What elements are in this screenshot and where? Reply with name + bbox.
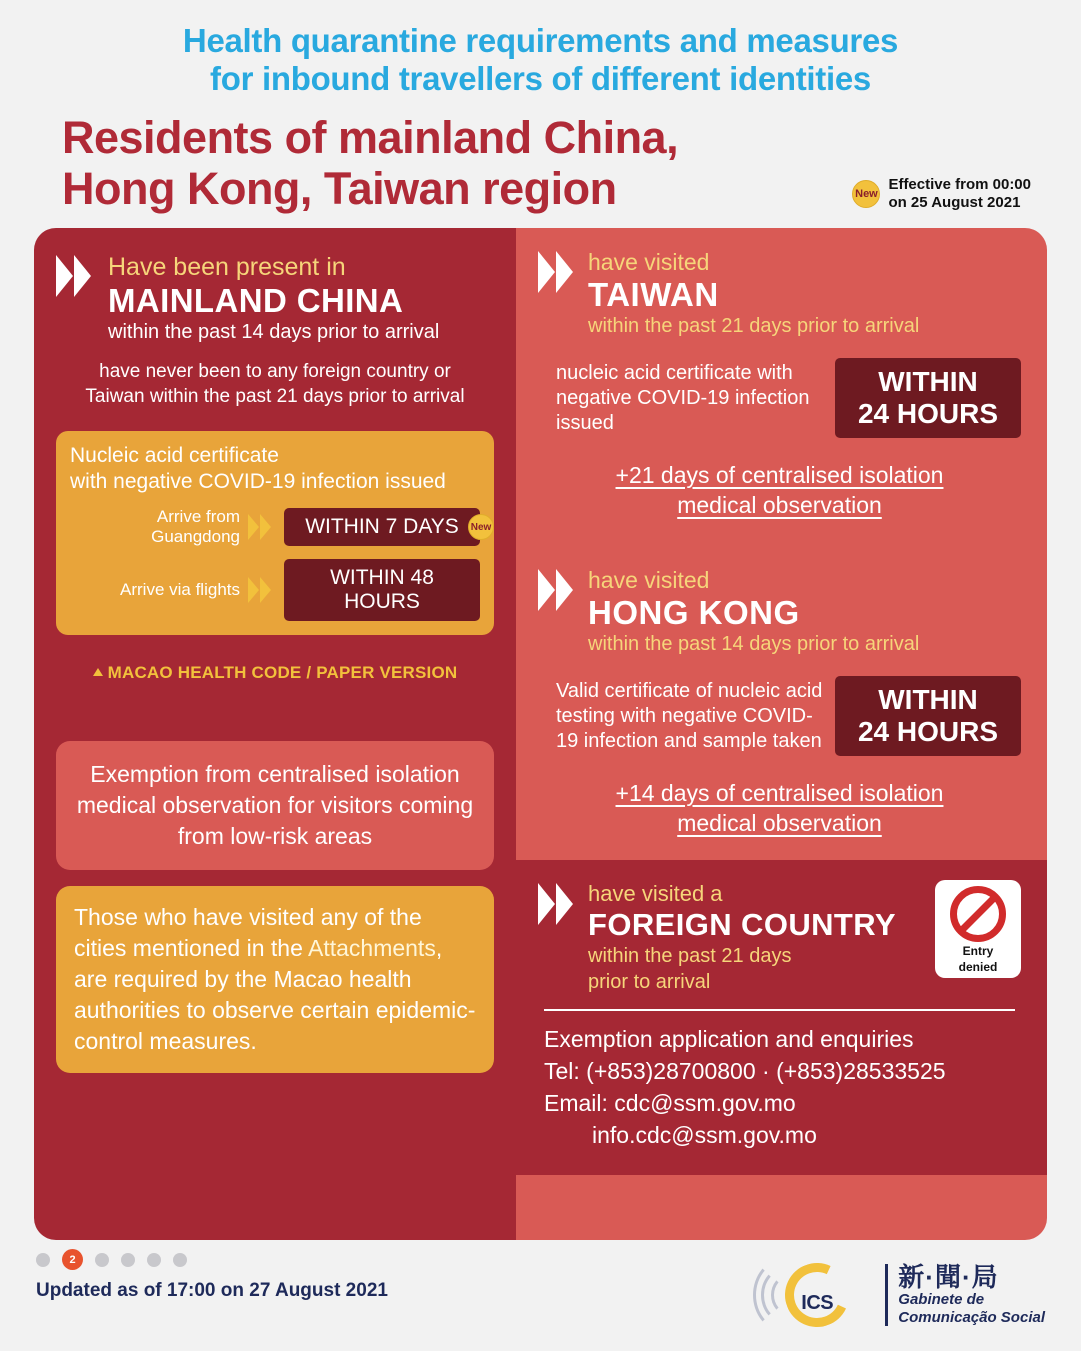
- taiwan-certificate-text: nucleic acid certificate with negative COVID-19 infection issued: [556, 361, 810, 434]
- guangdong-row-value-text: WITHIN 7 DAYS: [305, 515, 459, 538]
- contact-info: [538, 1023, 1021, 1151]
- foreign-country-section: [516, 860, 1047, 1175]
- contact-line1: Exemption application and enquiries: [544, 1026, 914, 1052]
- page-dot[interactable]: [121, 1253, 135, 1267]
- effective-date-line1: Effective from 00:00: [888, 176, 1031, 193]
- hongkong-section: [516, 546, 1047, 838]
- chevron-right-icon: [56, 252, 100, 300]
- foreign-heading-line3: within the past 21 days: [588, 945, 792, 967]
- mainland-subtext-line2: Taiwan within the past 21 days prior to arrival: [85, 386, 465, 407]
- mainland-subtext: [56, 359, 494, 409]
- taiwan-within-box: [835, 358, 1021, 438]
- header-subtitle-line2: for inbound travellers of different identities: [210, 60, 871, 97]
- page-dot[interactable]: [147, 1253, 161, 1267]
- other-regions-panel: [516, 228, 1047, 1240]
- no-entry-icon: [950, 886, 1006, 942]
- chevron-right-icon: [538, 880, 582, 928]
- nucleic-acid-title-line1: Nucleic acid certificate: [70, 444, 279, 467]
- chevron-right-small-icon: [248, 512, 282, 542]
- logo-ics-text: ICS: [801, 1292, 834, 1314]
- mainland-heading-line3: within the past 14 days prior to arrival: [108, 321, 440, 343]
- mainland-china-panel: [34, 228, 516, 1240]
- page-dot-active[interactable]: 2: [62, 1249, 83, 1270]
- attachments-card-highlight: Attachments: [307, 935, 436, 961]
- nucleic-acid-title-line2: with negative COVID-19 infection issued: [70, 470, 446, 493]
- taiwan-heading-line3: within the past 21 days prior to arrival: [588, 315, 920, 337]
- chevron-right-icon: [538, 248, 582, 296]
- divider: [544, 1009, 1015, 1011]
- macao-health-code-note: [56, 663, 494, 683]
- effective-date: [852, 176, 1031, 212]
- macao-health-code-text: MACAO HEALTH CODE / PAPER VERSION: [107, 663, 458, 682]
- taiwan-within-line2: 24 HOURS: [857, 398, 999, 429]
- content-panels: [34, 228, 1047, 1240]
- taiwan-isolation-line2: medical observation: [677, 492, 882, 518]
- foreign-heading-line4: prior to arrival: [588, 971, 711, 993]
- hongkong-within-box: [835, 676, 1021, 756]
- taiwan-isolation-line1: +21 days of centralised isolation: [615, 462, 944, 488]
- hongkong-certificate-row: [538, 676, 1021, 756]
- effective-date-line2: on 25 August 2021: [888, 194, 1021, 211]
- header: [0, 0, 1081, 214]
- logo-divider: [885, 1264, 888, 1326]
- entry-denied-badge: [935, 880, 1021, 978]
- entry-denied-line2: denied: [958, 960, 998, 974]
- guangdong-row: [70, 507, 492, 547]
- footer: [0, 1231, 1081, 1351]
- hongkong-heading: [538, 566, 1021, 658]
- attachments-card: [56, 886, 494, 1073]
- hongkong-heading-line3: within the past 14 days prior to arrival: [588, 633, 920, 655]
- gcs-logo: [757, 1259, 1045, 1331]
- hongkong-certificate-text: Valid certificate of nucleic acid testing with negative COVID-19 infection and sample taken: [556, 679, 823, 752]
- logo-portuguese-line1: Gabinete de: [898, 1291, 985, 1309]
- mainland-subtext-line1: have never been to any foreign country or: [99, 361, 451, 382]
- nucleic-acid-card-title: [70, 443, 480, 495]
- mainland-heading: [56, 252, 494, 345]
- foreign-heading-line1: have visited a: [588, 881, 723, 906]
- hongkong-isolation-line2: medical observation: [677, 810, 882, 836]
- page-title-line2: Hong Kong, Taiwan region: [62, 163, 617, 214]
- flights-row: [70, 559, 480, 621]
- chevron-right-icon: [538, 566, 582, 614]
- hongkong-within-line1: WITHIN: [878, 684, 978, 715]
- nucleic-acid-card: [56, 431, 494, 635]
- hongkong-isolation-line1: +14 days of centralised isolation: [615, 780, 944, 806]
- page-dot[interactable]: [36, 1253, 50, 1267]
- foreign-heading: [538, 880, 1021, 995]
- page-title-line1: Residents of mainland China,: [62, 112, 679, 163]
- attachments-card-post: , are required by the Macao health authorities to observe certain epidemic-control measures.: [74, 935, 476, 1054]
- low-risk-exemption-card: Exemption from centralised isolation medical observation for visitors coming from low-risk areas: [56, 741, 494, 870]
- hongkong-heading-line2: HONG KONG: [588, 594, 800, 631]
- foreign-heading-line2: FOREIGN COUNTRY: [588, 907, 896, 942]
- logo-portuguese-line2: Comunicação Social: [898, 1309, 1045, 1327]
- logo-wordmark: [898, 1263, 1045, 1328]
- contact-line4: info.cdc@ssm.gov.mo: [592, 1122, 817, 1148]
- mainland-heading-line1: Have been present in: [108, 253, 346, 281]
- taiwan-heading: [538, 248, 1021, 340]
- taiwan-heading-line1: have visited: [588, 249, 710, 275]
- contact-line3: Email: cdc@ssm.gov.mo: [544, 1090, 796, 1116]
- entry-denied-line1: Entry: [962, 944, 994, 958]
- attachments-card-pre: Those who have visited any of the cities mentioned in the: [74, 904, 422, 961]
- flights-row-value: WITHIN 48 HOURS: [284, 559, 480, 621]
- logo-chinese-name: 新·聞·局: [898, 1261, 999, 1292]
- header-subtitle: [40, 22, 1041, 98]
- page-title: [40, 112, 1041, 214]
- page-dot[interactable]: [173, 1253, 187, 1267]
- taiwan-section: [516, 228, 1047, 520]
- taiwan-certificate-row: [538, 358, 1021, 438]
- flights-row-label: Arrive via flights: [120, 580, 240, 599]
- triangle-up-icon: [93, 668, 103, 676]
- hongkong-isolation-note: [538, 778, 1021, 838]
- guangdong-new-badge-icon: New: [468, 514, 494, 540]
- new-badge-icon: New: [852, 180, 880, 208]
- header-subtitle-line1: Health quarantine requirements and measures: [182, 22, 899, 59]
- contact-line2: Tel: (+853)28700800 · (+853)28533525: [544, 1058, 946, 1084]
- taiwan-isolation-note: [538, 460, 1021, 520]
- gcs-logo-mark-icon: [757, 1259, 875, 1331]
- guangdong-row-value: [284, 508, 492, 546]
- chevron-right-small-icon: [248, 575, 282, 605]
- effective-date-text: [888, 176, 1031, 212]
- page-dot[interactable]: [95, 1253, 109, 1267]
- hongkong-heading-line1: have visited: [588, 567, 710, 593]
- hongkong-within-line2: 24 HOURS: [857, 716, 999, 747]
- updated-timestamp: Updated as of 17:00 on 27 August 2021: [36, 1280, 388, 1301]
- taiwan-within-line1: WITHIN: [878, 366, 978, 397]
- guangdong-row-label: Arrive from Guangdong: [151, 507, 240, 546]
- mainland-heading-line2: MAINLAND CHINA: [108, 282, 404, 319]
- taiwan-heading-line2: TAIWAN: [588, 276, 719, 313]
